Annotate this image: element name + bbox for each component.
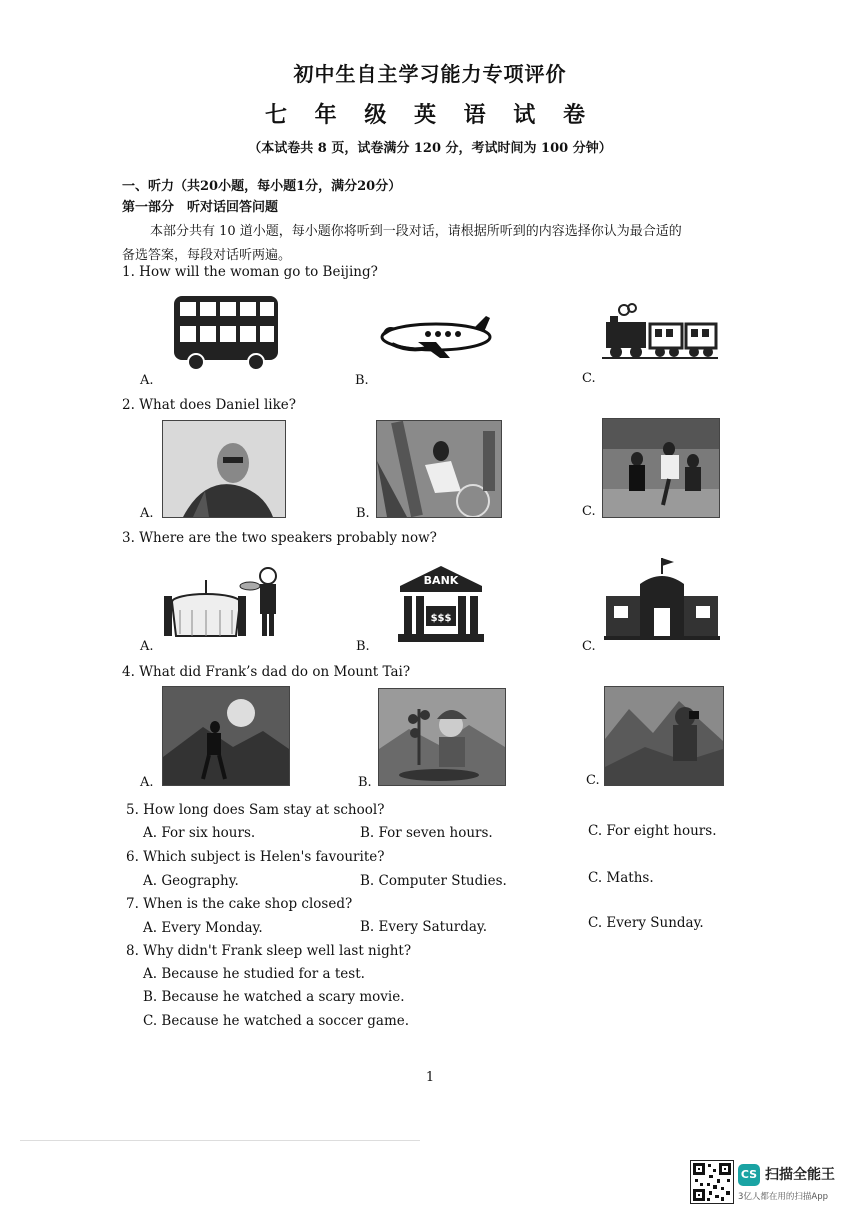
part-heading: 第一部分 听对话回答问题 bbox=[122, 200, 279, 215]
soccer-photo bbox=[602, 418, 720, 518]
bus-image bbox=[170, 292, 282, 372]
exam-title: 初中生自主学习能力专项评价 bbox=[293, 62, 567, 86]
exam-note: （本试卷共 8 页，试卷满分 120 分，考试时间为 100 分钟） bbox=[248, 141, 612, 156]
q4-option-c: C. bbox=[586, 773, 600, 788]
airplane-image bbox=[378, 314, 494, 360]
camscanner-tagline: 3亿人都在用的扫描App bbox=[738, 1192, 829, 1202]
basketball-photo bbox=[376, 420, 502, 518]
question-5: 5. How long does Sam stay at school? bbox=[126, 802, 385, 818]
q5-option-b: B. For seven hours. bbox=[360, 825, 493, 841]
question-8: 8. Why didn't Frank sleep well last night? bbox=[126, 943, 412, 959]
q4-option-a: A. bbox=[140, 775, 154, 790]
page-number: 1 bbox=[425, 1070, 435, 1085]
question-4: 4. What did Frank’s dad do on Mount Tai? bbox=[122, 664, 411, 680]
q2-option-b: B. bbox=[356, 506, 370, 521]
footer-divider bbox=[20, 1140, 420, 1141]
instructions-line1: 本部分共有 10 道小题，每小题你将听到一段对话，请根据所听到的内容选择你认为最合适的 bbox=[150, 224, 682, 239]
planting-tree-photo bbox=[378, 688, 506, 786]
question-1: 1. How will the woman go to Beijing? bbox=[122, 264, 378, 280]
camscanner-logo-icon: CS bbox=[738, 1164, 760, 1186]
q7-option-c: C. Every Sunday. bbox=[588, 915, 704, 931]
question-6: 6. Which subject is Helen's favourite? bbox=[126, 849, 385, 865]
q7-option-a: A. Every Monday. bbox=[143, 920, 263, 936]
school-image bbox=[604, 556, 720, 642]
q8-option-c: C. Because he watched a soccer game. bbox=[143, 1013, 410, 1029]
q3-option-b: B. bbox=[356, 639, 370, 654]
q6-option-a: A. Geography. bbox=[143, 873, 239, 889]
hiking-photo bbox=[162, 686, 290, 786]
binoculars-photo bbox=[604, 686, 724, 786]
restaurant-image bbox=[162, 560, 286, 642]
bank-image bbox=[396, 564, 486, 644]
bank-sign-text: BANK bbox=[423, 574, 459, 587]
q3-option-c: C. bbox=[582, 639, 596, 654]
q1-option-b: B. bbox=[355, 373, 369, 388]
question-7: 7. When is the cake shop closed? bbox=[126, 896, 353, 912]
q3-option-a: A. bbox=[140, 639, 154, 654]
bank-money-text: $$$ bbox=[430, 613, 452, 624]
instructions-line2: 备选答案，每段对话听两遍。 bbox=[122, 248, 292, 263]
question-3: 3. Where are the two speakers probably now? bbox=[122, 530, 437, 546]
section-heading: 一、听力（共20小题，每小题1分，满分20分） bbox=[122, 179, 402, 194]
qr-code-icon bbox=[690, 1160, 734, 1204]
q5-option-a: A. For six hours. bbox=[143, 825, 256, 841]
train-image bbox=[602, 302, 718, 360]
camscanner-name: 扫描全能王 bbox=[765, 1167, 835, 1183]
q2-option-c: C. bbox=[582, 504, 596, 519]
q1-option-a: A. bbox=[140, 373, 154, 388]
question-2: 2. What does Daniel like? bbox=[122, 397, 297, 413]
q4-option-b: B. bbox=[358, 775, 372, 790]
q1-option-c: C. bbox=[582, 371, 596, 386]
q8-option-a: A. Because he studied for a test. bbox=[143, 966, 365, 982]
q2-option-a: A. bbox=[140, 506, 154, 521]
q5-option-c: C. For eight hours. bbox=[588, 823, 717, 839]
exam-subtitle: 七 年 级 英 语 试 卷 bbox=[265, 102, 595, 128]
phone-call-photo bbox=[162, 420, 286, 518]
q6-option-c: C. Maths. bbox=[588, 870, 654, 886]
q6-option-b: B. Computer Studies. bbox=[360, 873, 507, 889]
q7-option-b: B. Every Saturday. bbox=[360, 919, 488, 935]
q8-option-b: B. Because he watched a scary movie. bbox=[143, 989, 405, 1005]
